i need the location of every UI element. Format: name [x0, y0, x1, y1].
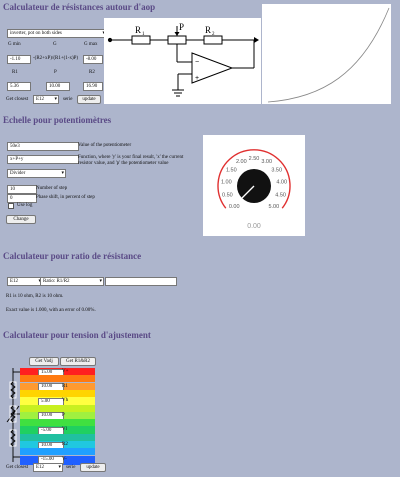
r2-label: R2 — [89, 70, 95, 75]
aop-get-closest-label: Get closest — [6, 97, 29, 102]
dial-tick-label: 3.00 — [261, 159, 273, 166]
g-label: G — [53, 42, 57, 47]
aop-mode-select[interactable]: inverter, pot on both sides ▾ — [7, 29, 107, 38]
gmax-label: G max — [84, 42, 98, 47]
adjust-value-input[interactable]: 5.00 — [38, 398, 64, 406]
ratio-value-input[interactable] — [105, 277, 177, 286]
p-label: P — [54, 70, 57, 75]
pot-function-label: Function, where 'y' is your final result, 'x' the current resistor value, and 'p' the potentiometer value — [78, 155, 184, 166]
get-r1r2-button[interactable]: Get R1&R2 — [60, 357, 96, 366]
pot-steps-input[interactable]: 10 — [7, 185, 37, 194]
p-input[interactable]: 10.00 — [46, 82, 70, 91]
gain-curve-drawing — [262, 4, 391, 104]
adjust-band — [20, 375, 95, 382]
pot-phase-input[interactable]: 0 — [7, 194, 37, 203]
adjust-band — [20, 405, 95, 412]
gmin-input[interactable]: -1.10 — [7, 55, 31, 64]
svg-text:−: − — [195, 59, 200, 66]
dial-tick-label: 2.00 — [235, 159, 247, 166]
dial-readout: 0.00 — [247, 223, 261, 230]
svg-text:+: + — [195, 75, 200, 82]
ratio-result-text: R1 is 10 ohm, R2 is 10 ohm. — [6, 294, 64, 299]
get-vadj-button[interactable]: Get Vadj — [29, 357, 59, 366]
use-log-label: Use log — [17, 203, 33, 208]
pot-dial — [203, 135, 305, 236]
aop-series-select[interactable]: E12 ▾ — [33, 95, 59, 104]
ratio-mode-select[interactable]: Ratio: R1/R2 ▾ — [40, 277, 104, 286]
schematic-r2-label: R — [205, 25, 212, 35]
aop-section-title: Calculateur de résistances autour d'aop — [3, 2, 156, 12]
aop-serie-label: serie — [63, 97, 73, 102]
adjust-unit-label: Vh — [62, 398, 69, 404]
dial-tick-label: 0.00 — [228, 203, 240, 210]
adjust-unit-label: Vl — [62, 427, 67, 433]
ratio-section-title: Calculateur pour ratio de résistance — [3, 251, 142, 261]
adjust-band — [20, 434, 95, 441]
opamp-schematic — [104, 18, 261, 104]
r1-label: R1 — [12, 70, 18, 75]
gmin-label: G min — [8, 42, 21, 47]
r1-input[interactable]: 5.36 — [7, 82, 31, 91]
gain-formula: -(R2+xP)/(R1+(1-x)P) — [33, 56, 79, 61]
adjust-get-closest-label: Get closest — [6, 465, 29, 470]
adjust-unit-label: V+ — [62, 369, 69, 374]
adjust-update-button[interactable]: update — [80, 463, 106, 472]
adjust-unit-label: R1 — [62, 383, 68, 389]
adjust-value-input[interactable]: 10.00 — [38, 442, 64, 450]
dial-tick-label: 2.50 — [248, 156, 260, 162]
svg-text:1: 1 — [142, 32, 145, 37]
use-log-checkbox[interactable] — [8, 203, 14, 209]
dial-tick-label: 5.00 — [268, 203, 280, 210]
gain-curve-plot — [262, 4, 391, 104]
ratio-exact-text: Exact value is 1.000, with an error of 0.00%. — [6, 308, 96, 313]
adjust-unit-label: R2 — [62, 442, 68, 447]
dial-tick-label: 3.50 — [271, 167, 283, 174]
adjust-serie-label: serie — [66, 465, 76, 470]
schematic-r1-label: R — [135, 25, 142, 35]
dial-tick-label: 1.50 — [225, 167, 237, 174]
adjust-value-input[interactable]: 10.00 — [38, 383, 64, 391]
adjust-unit-label: V- — [62, 456, 67, 462]
adjust-value-input[interactable]: -15.00 — [38, 456, 64, 464]
adjust-band — [20, 419, 95, 426]
pot-steps-label: Number of step — [36, 186, 68, 191]
pot-dial-panel — [203, 135, 305, 236]
schematic-p-label: P — [179, 22, 185, 32]
dial-tick-label: 4.00 — [276, 179, 288, 186]
adjust-unit-label: P — [62, 412, 65, 418]
pot-phase-label: Phase shift, in percent of step — [36, 195, 95, 200]
adjust-value-input[interactable]: -5.00 — [38, 427, 64, 435]
adjust-value-input[interactable]: 15.00 — [38, 369, 64, 377]
adjust-value-input[interactable]: 10.00 — [38, 412, 64, 420]
dial-tick-label: 4.50 — [275, 192, 286, 199]
svg-text:2: 2 — [212, 32, 215, 37]
adjust-band — [20, 390, 95, 397]
pot-value-label: Value of the potentiometer — [78, 143, 132, 148]
pot-mode-select[interactable]: Divider ▾ — [7, 169, 66, 178]
dial-tick-label: 1.00 — [220, 179, 232, 186]
gmax-input[interactable]: -8.00 — [83, 55, 103, 64]
ratio-series-select[interactable]: E12 ▾ — [7, 277, 43, 286]
aop-update-button[interactable]: update — [77, 95, 101, 104]
adjust-section-title: Calculateur pour tension d'ajustement — [3, 330, 151, 340]
opamp-schematic-drawing — [104, 18, 261, 104]
pot-change-button[interactable]: Change — [6, 215, 36, 224]
adjust-band — [20, 448, 95, 455]
adjust-series-select[interactable]: E12 ▾ — [33, 463, 63, 472]
pot-value-input[interactable]: 50e3 — [7, 142, 79, 151]
pot-function-input[interactable]: x+P+y — [7, 155, 79, 164]
dial-tick-label: 0.50 — [222, 192, 233, 199]
r2-input[interactable]: 16.90 — [83, 82, 103, 91]
pot-section-title: Echelle pour potentiomètres — [3, 115, 112, 125]
